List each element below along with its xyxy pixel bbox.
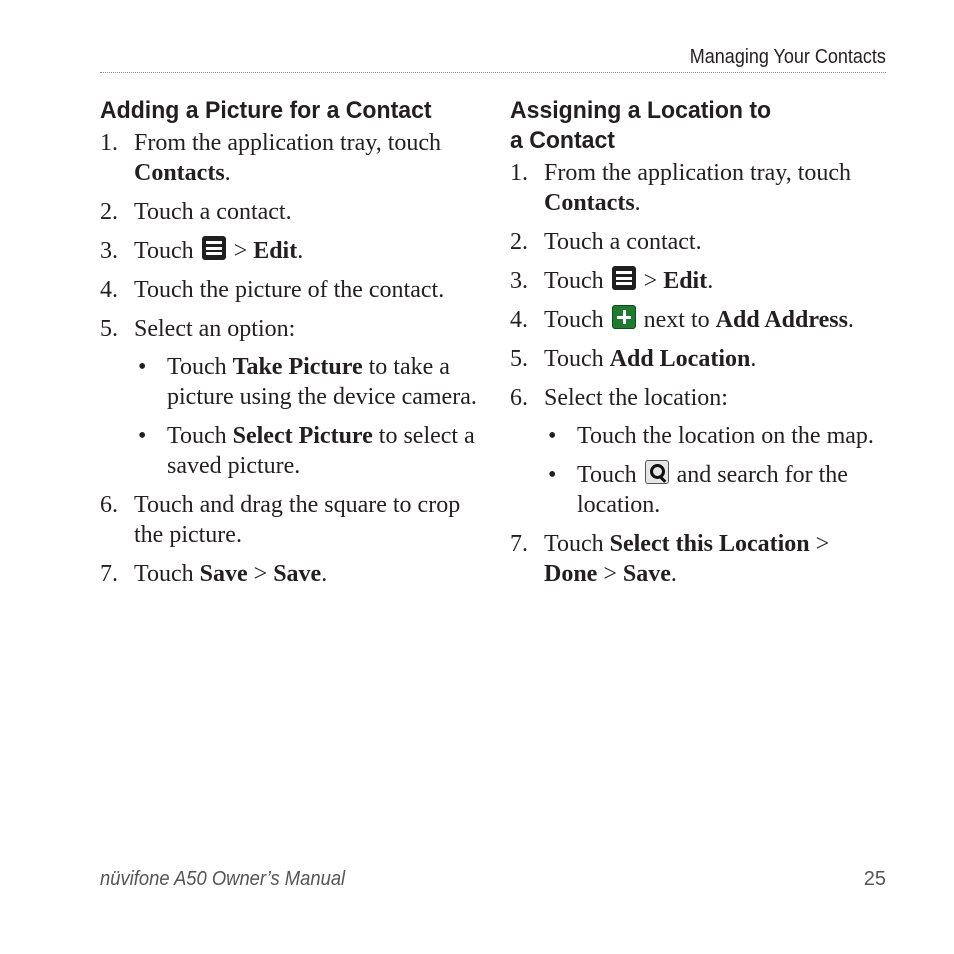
step-item xyxy=(510,305,890,335)
bullet: • xyxy=(138,423,147,449)
option-text: to select a saved picture. xyxy=(167,423,475,479)
step-number: 7. xyxy=(100,561,118,587)
bullet: • xyxy=(548,462,557,488)
step-bold: Contacts xyxy=(134,160,225,186)
step-text: . xyxy=(750,346,757,372)
add-plus-icon xyxy=(612,305,636,329)
step-bold: Edit xyxy=(253,238,298,264)
step-number: 7. xyxy=(510,531,528,557)
step-text: Touch xyxy=(544,346,610,372)
step-number: 3. xyxy=(510,268,528,294)
step-text: Touch a contact. xyxy=(544,229,702,255)
section-assigning-location xyxy=(510,96,890,598)
step-list xyxy=(510,158,890,589)
step-number: 6. xyxy=(510,385,528,411)
bullet: • xyxy=(548,423,557,449)
step-text: Touch a contact. xyxy=(134,199,292,225)
step-item xyxy=(510,266,890,296)
section-heading xyxy=(510,96,875,156)
option-list xyxy=(544,421,890,520)
section-heading: Adding a Picture for a Contact xyxy=(100,97,432,124)
step-number: 2. xyxy=(100,199,118,225)
step-bold: Save xyxy=(273,561,322,587)
step-number: 6. xyxy=(100,492,118,518)
step-text: > xyxy=(247,561,274,587)
step-text: Touch xyxy=(544,268,610,294)
step-bold: Done xyxy=(544,561,598,587)
step-number: 5. xyxy=(100,316,118,342)
option-text: and search for the location. xyxy=(577,462,848,518)
page-number: 25 xyxy=(863,868,886,890)
option-bold: Select Picture xyxy=(232,423,373,449)
step-text: Touch the picture of the contact. xyxy=(134,277,445,303)
heading-line: Assigning a Location to xyxy=(510,97,772,124)
option-text: Touch the location on the map. xyxy=(577,423,874,449)
step-item xyxy=(100,197,480,227)
step-text: From the application tray, touch xyxy=(544,160,852,186)
option-list xyxy=(134,352,480,481)
step-text: . xyxy=(321,561,328,587)
step-text: > xyxy=(809,531,830,557)
step-text: From the application tray, touch xyxy=(134,130,442,156)
step-text: Touch xyxy=(134,561,200,587)
option-text: Touch xyxy=(167,354,233,380)
step-bold: Save xyxy=(622,561,671,587)
step-item xyxy=(100,314,480,481)
step-text: Select an option: xyxy=(134,316,296,342)
step-item xyxy=(100,559,480,589)
step-item xyxy=(100,128,480,188)
step-item xyxy=(510,344,890,374)
option-item xyxy=(134,421,480,481)
step-number: 3. xyxy=(100,238,118,264)
step-text: > xyxy=(637,268,664,294)
step-bold: Edit xyxy=(663,268,708,294)
step-list xyxy=(100,128,480,589)
running-header: Managing Your Contacts xyxy=(689,46,886,68)
option-text: Touch xyxy=(577,462,643,488)
step-text: > xyxy=(597,561,623,587)
step-text: . xyxy=(847,307,854,333)
step-text: next to xyxy=(637,307,716,333)
section-adding-picture xyxy=(100,96,480,598)
step-text: Touch xyxy=(544,531,610,557)
step-bold: Select this Location xyxy=(609,531,810,557)
step-number: 1. xyxy=(100,130,118,156)
step-bold: Add Location xyxy=(609,346,751,372)
step-text: Touch xyxy=(134,238,200,264)
option-item xyxy=(544,421,890,451)
step-item xyxy=(510,383,890,520)
option-item xyxy=(134,352,480,412)
step-text: Select the location: xyxy=(544,385,728,411)
step-number: 1. xyxy=(510,160,528,186)
option-text: Touch xyxy=(167,423,233,449)
step-text: > xyxy=(227,238,254,264)
step-text: . xyxy=(707,268,714,294)
step-bold: Add Address xyxy=(715,307,848,333)
menu-icon xyxy=(202,236,226,260)
step-number: 4. xyxy=(510,307,528,333)
step-item xyxy=(100,490,480,550)
search-icon xyxy=(645,460,669,484)
step-bold: Save xyxy=(199,561,248,587)
step-text: Touch xyxy=(544,307,610,333)
step-number: 2. xyxy=(510,229,528,255)
heading-line: a Contact xyxy=(510,127,615,154)
step-number: 5. xyxy=(510,346,528,372)
step-text: . xyxy=(297,238,304,264)
step-text: . xyxy=(224,160,231,186)
option-text: to take a picture using the device camera. xyxy=(167,354,477,410)
step-number: 4. xyxy=(100,277,118,303)
option-bold: Take Picture xyxy=(232,354,363,380)
step-text: . xyxy=(634,190,641,216)
step-item xyxy=(510,227,890,257)
step-item xyxy=(510,529,890,589)
header-divider xyxy=(100,72,886,73)
step-text: Touch and drag the square to crop the picture. xyxy=(134,492,461,548)
step-item xyxy=(510,158,890,218)
manual-title: nüvifone A50 Owner’s Manual xyxy=(100,868,346,890)
step-bold: Contacts xyxy=(544,190,635,216)
menu-icon xyxy=(612,266,636,290)
option-item xyxy=(544,460,890,520)
step-text: . xyxy=(670,561,677,587)
bullet: • xyxy=(138,354,147,380)
step-item xyxy=(100,236,480,266)
step-item xyxy=(100,275,480,305)
